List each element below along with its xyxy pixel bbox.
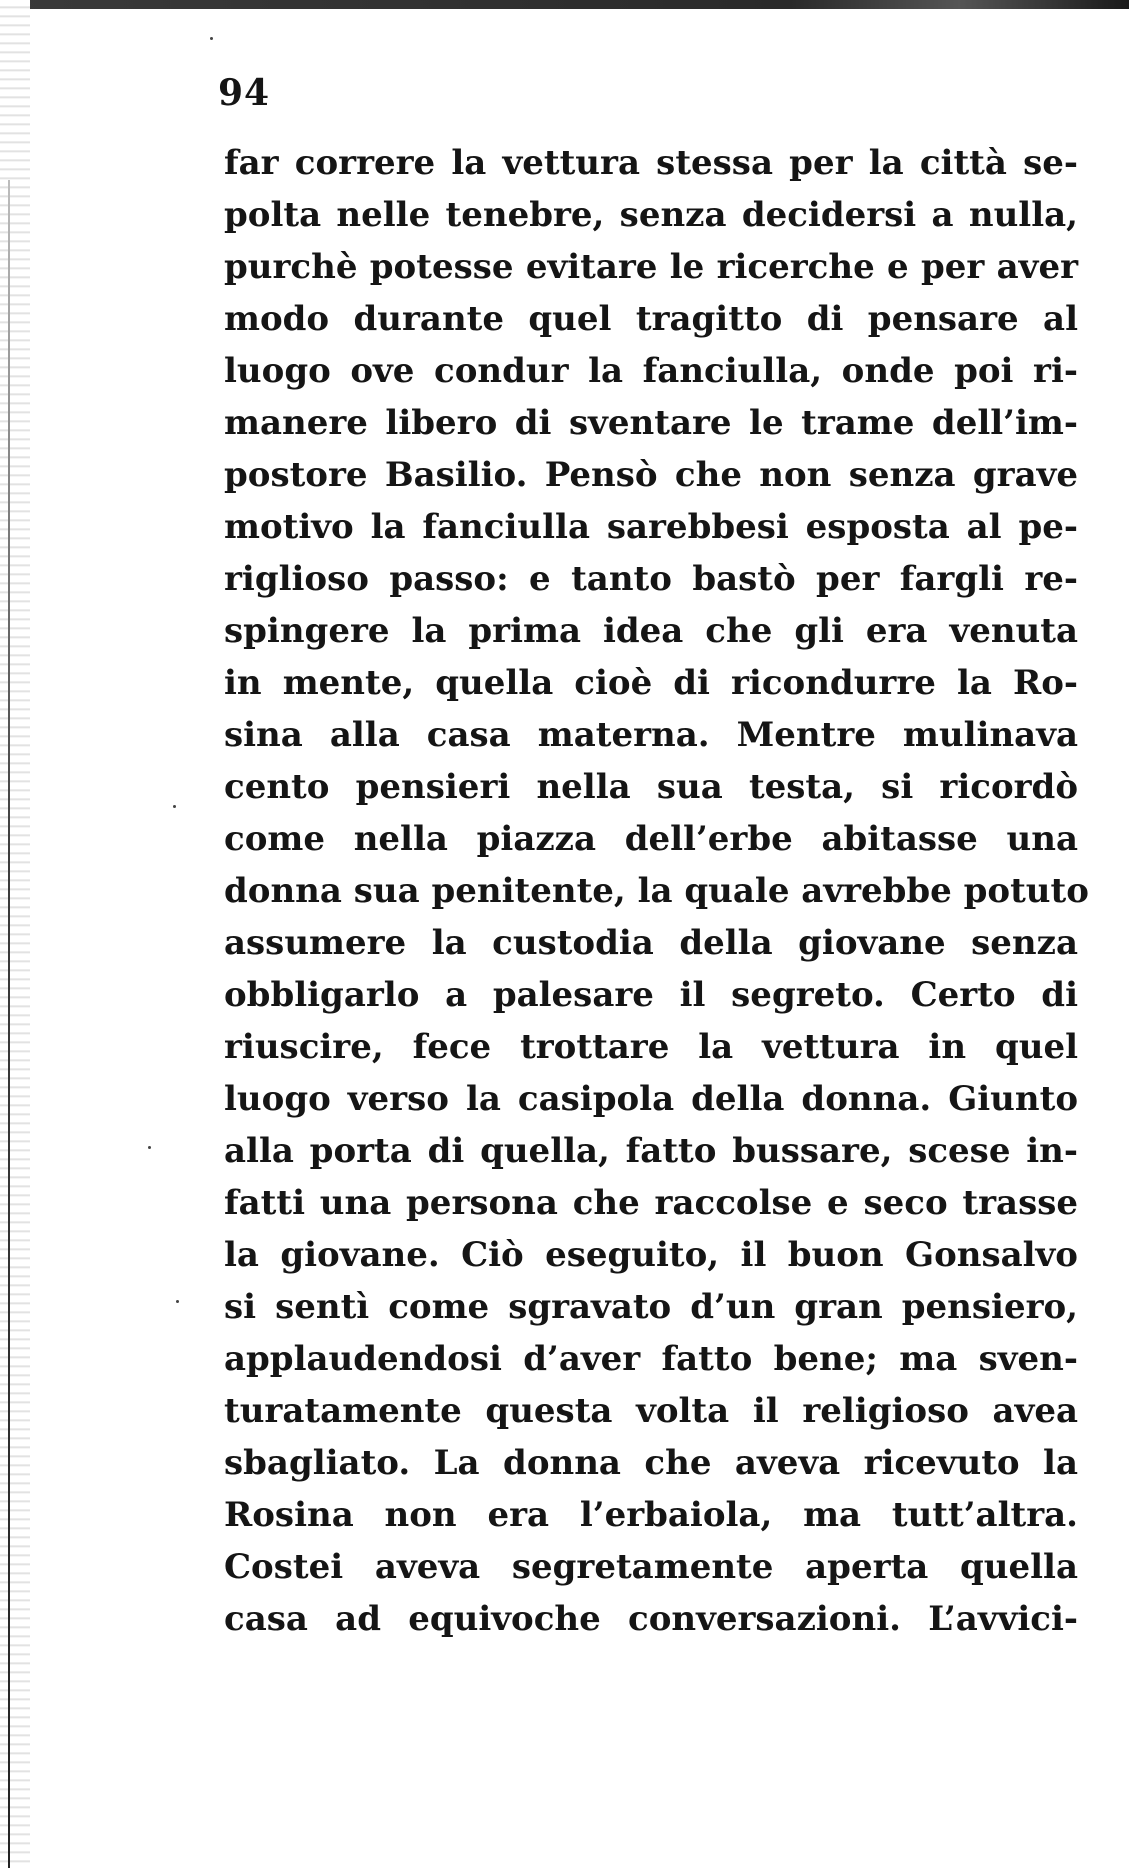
page-number: 94 bbox=[218, 72, 271, 114]
text-line: purchè potesse evitare le ricerche e per aver bbox=[224, 247, 1078, 287]
ink-speck bbox=[148, 1146, 151, 1149]
text-line: casa ad equivoche conversazioni. L’avvici- bbox=[224, 1599, 1078, 1639]
text-line: si sentì come sgravato d’un gran pensiero, bbox=[224, 1287, 1078, 1327]
text-line: luogo ove condur la fanciulla, onde poi ri- bbox=[224, 351, 1078, 391]
text-line: spingere la prima idea che gli era venuta bbox=[224, 611, 1078, 651]
text-line: in mente, quella cioè di ricondurre la Ro- bbox=[224, 663, 1078, 703]
top-scan-edge bbox=[0, 0, 1129, 9]
text-line: manere libero di sventare le trame dell’im- bbox=[224, 403, 1078, 443]
text-line: luogo verso la casipola della donna. Giunto bbox=[224, 1079, 1078, 1119]
text-line: cento pensieri nella sua testa, si ricordò bbox=[224, 767, 1078, 807]
text-line: polta nelle tenebre, senza decidersi a nulla, bbox=[224, 195, 1078, 235]
text-line: modo durante quel tragitto di pensare al bbox=[224, 299, 1078, 339]
text-line: motivo la fanciulla sarebbesi esposta al pe- bbox=[224, 507, 1078, 547]
ink-speck bbox=[173, 805, 176, 808]
text-line: Costei aveva segretamente aperta quella bbox=[224, 1547, 1078, 1587]
text-line: turatamente questa volta il religioso avea bbox=[224, 1391, 1078, 1431]
text-line: riglioso passo: e tanto bastò per fargli re- bbox=[224, 559, 1078, 599]
page-body-text bbox=[224, 137, 1089, 1645]
text-line: obbligarlo a palesare il segreto. Certo di bbox=[224, 975, 1078, 1015]
ink-speck bbox=[210, 37, 213, 40]
text-line: donna sua penitente, la quale avrebbe potuto bbox=[224, 871, 1089, 911]
text-line: postore Basilio. Pensò che non senza grave bbox=[224, 455, 1078, 495]
text-line: applaudendosi d’aver fatto bene; ma sven- bbox=[224, 1339, 1078, 1379]
text-line: alla porta di quella, fatto bussare, scese in- bbox=[224, 1131, 1078, 1171]
text-line: come nella piazza dell’erbe abitasse una bbox=[224, 819, 1078, 859]
text-line: far correre la vettura stessa per la città se- bbox=[224, 143, 1078, 183]
text-line: assumere la custodia della giovane senza bbox=[224, 923, 1078, 963]
text-line: Rosina non era l’erbaiola, ma tutt’altra. bbox=[224, 1495, 1078, 1535]
text-line: riuscire, fece trottare la vettura in quel bbox=[224, 1027, 1078, 1067]
text-line: sbagliato. La donna che aveva ricevuto la bbox=[224, 1443, 1078, 1483]
text-line: fatti una persona che raccolse e seco trasse bbox=[224, 1183, 1078, 1223]
ink-speck bbox=[176, 1300, 179, 1303]
text-line: sina alla casa materna. Mentre mulinava bbox=[224, 715, 1078, 755]
book-spine-shadow bbox=[0, 0, 30, 1868]
text-line: la giovane. Ciò eseguito, il buon Gonsalvo bbox=[224, 1235, 1078, 1275]
book-spine-edge bbox=[8, 180, 10, 1868]
